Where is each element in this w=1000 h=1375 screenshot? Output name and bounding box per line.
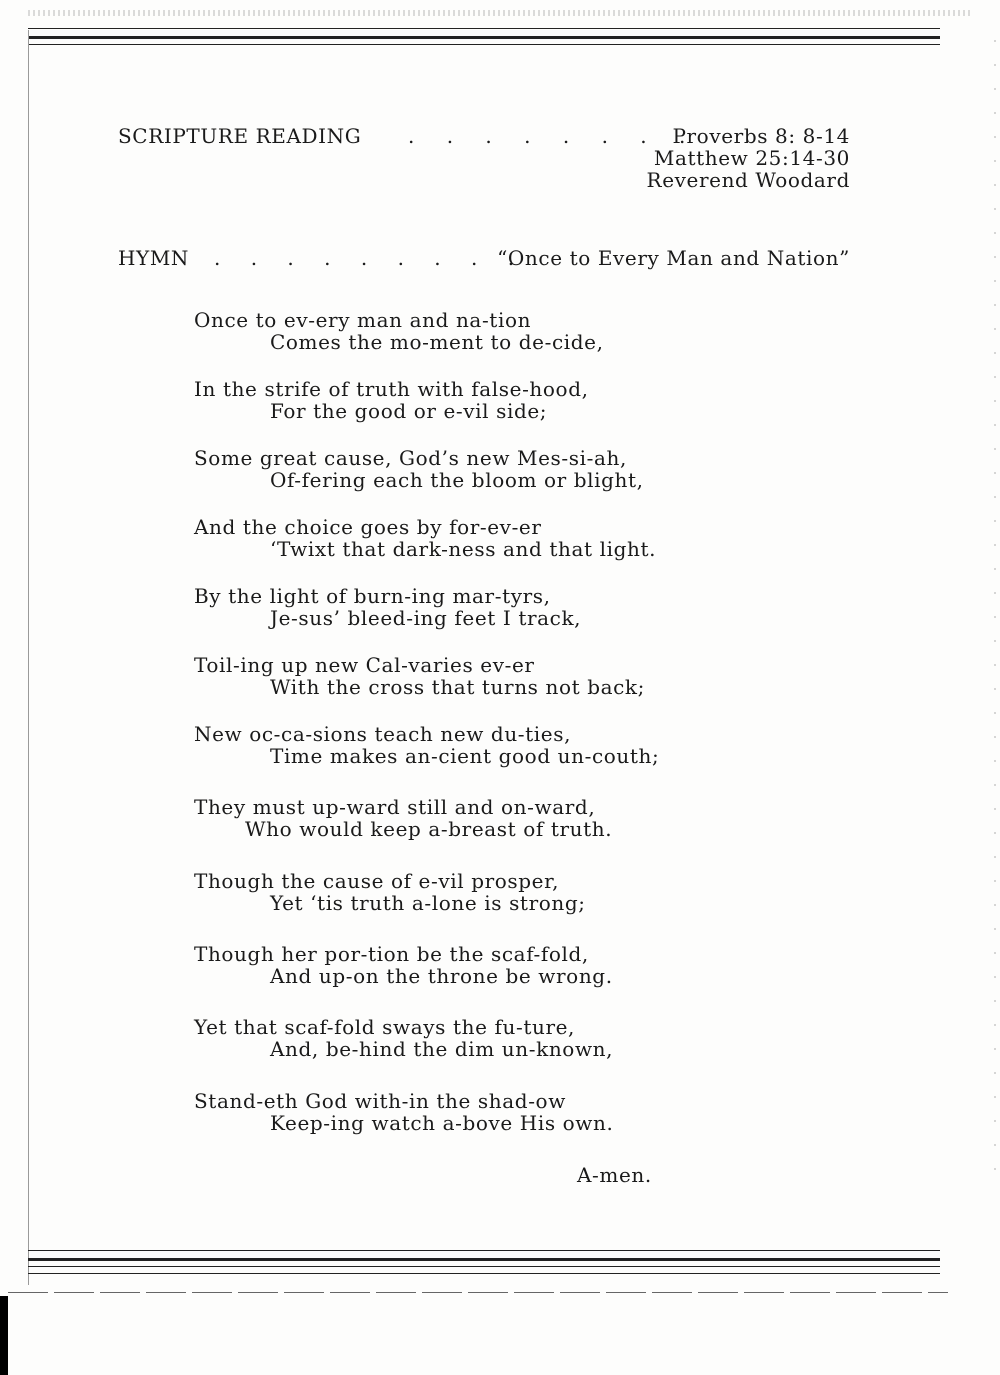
stanza-line: Some great cause, God’s new Mes-si-ah,	[194, 446, 627, 470]
stanza-line: And the choice goes by for-ev-er	[194, 515, 542, 539]
hymn-leaders: . . . . . . . . .	[214, 246, 527, 270]
stanza-line: Je-sus’ bleed-ing feet I track,	[270, 606, 582, 630]
scan-artifact	[994, 40, 996, 1190]
stanza-line: With the cross that turns not back;	[270, 675, 645, 699]
bottom-rule-1	[28, 1250, 940, 1251]
scripture-reader: Reverend Woodard	[646, 168, 850, 192]
scripture-reading-label: SCRIPTURE READING	[118, 124, 362, 148]
stanza-line: Yet that scaf-fold sways the fu-ture,	[194, 1015, 576, 1039]
stanza-line: Comes the mo-ment to de-cide,	[270, 330, 604, 354]
stanza-line: Of-fering each the bloom or blight,	[270, 468, 644, 492]
stanza-line: And, be-hind the dim un-known,	[270, 1037, 614, 1061]
stanza-line: ‘Twixt that dark-ness and that light.	[270, 537, 657, 561]
stanza-line: Who would keep a-breast of truth.	[245, 817, 613, 841]
stanza-line: Yet ‘tis truth a-lone is strong;	[270, 891, 586, 915]
stanza-line: For the good or e-vil side;	[270, 399, 548, 423]
hymn-label: HYMN	[118, 246, 190, 270]
top-rule-1	[28, 28, 940, 29]
stanza-line: New oc-ca-sions teach new du-ties,	[194, 722, 572, 746]
stanza-line: Stand-eth God with-in the shad-ow	[194, 1089, 566, 1113]
scan-bottom-edge	[8, 1292, 948, 1293]
stanza-line: By the light of burn-ing mar-tyrs,	[194, 584, 551, 608]
stanza-line: Toil-ing up new Cal-varies ev-er	[194, 653, 535, 677]
bottom-rule-2	[28, 1258, 940, 1261]
stanza-line: In the strife of truth with false-hood,	[194, 377, 589, 401]
scan-top-edge	[28, 10, 973, 16]
left-margin-line	[28, 30, 29, 1285]
scripture-ref-proverbs: Proverbs 8: 8-14	[672, 124, 850, 148]
stanza-line: Though her por-tion be the scaf-fold,	[194, 942, 589, 966]
stanza-line: They must up-ward still and on-ward,	[194, 795, 596, 819]
stanza-line: And up-on the throne be wrong.	[270, 964, 613, 988]
top-rule-3	[28, 44, 940, 45]
stanza-line: Time makes an-cient good un-couth;	[270, 744, 660, 768]
stanza-line: Keep-ing watch a-bove His own.	[270, 1111, 614, 1135]
stanza-line: Though the cause of e-vil prosper,	[194, 869, 560, 893]
stanza-line: Once to ev-ery man and na-tion	[194, 308, 532, 332]
scripture-ref-matthew: Matthew 25:14-30	[653, 146, 850, 170]
scan-left-shadow	[0, 1296, 8, 1375]
hymn-title: “Once to Every Man and Nation”	[497, 246, 850, 270]
scripture-leaders: . . . . . . . .	[408, 124, 699, 148]
top-rule-2	[28, 36, 940, 39]
bottom-rule-4	[28, 1273, 940, 1274]
hymn-amen: A-men.	[577, 1163, 652, 1187]
bottom-rule-3	[28, 1266, 940, 1267]
